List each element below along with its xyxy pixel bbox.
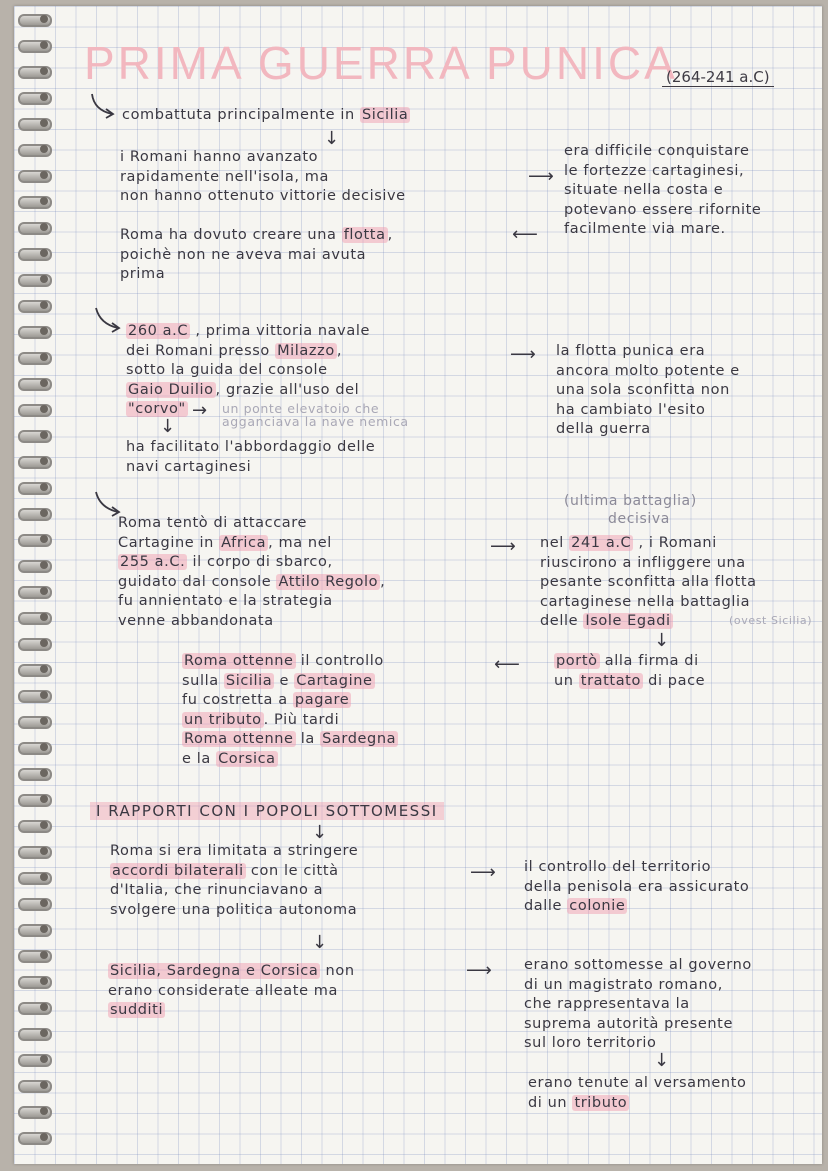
highlight: Sicilia	[361, 107, 409, 123]
binding-hole	[40, 587, 48, 595]
highlight: flotta	[343, 227, 386, 243]
highlight: Milazzo	[277, 342, 335, 359]
curved-arrow-icon	[84, 92, 124, 122]
binding-hole	[40, 847, 48, 855]
right-arrow-icon: ⟶	[510, 344, 536, 365]
highlight: tributo	[574, 1094, 628, 1111]
highlight: Cartagine	[296, 672, 373, 689]
binding-hole	[40, 743, 48, 751]
binding-hole	[40, 431, 48, 439]
highlight: Corsica	[218, 750, 276, 767]
binding-hole	[40, 1055, 48, 1063]
binding-hole	[40, 171, 48, 179]
binding-hole	[40, 119, 48, 127]
binding-hole	[40, 1003, 48, 1011]
binding-hole	[40, 665, 48, 673]
curved-arrow-icon	[90, 306, 130, 336]
highlight: Africa	[221, 534, 267, 551]
right-arrow-icon: →	[192, 400, 208, 421]
corvo-note: un ponte elevatoio che agganciava la nave nemica	[222, 401, 409, 429]
section-title: I RAPPORTI CON I POPOLI SOTTOMESSI	[90, 802, 444, 820]
binding-hole	[40, 535, 48, 543]
sec4-right1: il controllo del territorio della penisola era assicurato dalle colonie	[524, 859, 750, 914]
sec3-center: Roma ottenne il controllo sulla Sicilia e Cartagine fu costretta a pagare un tributo . Più tardi Roma ottenne la Sardegna e la Corsica	[182, 653, 397, 767]
binding-hole	[40, 925, 48, 933]
binding-hole	[40, 197, 48, 205]
highlight: Sardegna	[322, 731, 397, 747]
down-arrow-icon: ↓	[312, 822, 328, 843]
binding-hole	[40, 301, 48, 309]
highlight: Sicilia	[225, 672, 273, 689]
highlight: 255 a.C.	[120, 554, 186, 570]
highlight: pagare	[294, 692, 350, 708]
binding-hole	[40, 249, 48, 257]
left-arrow-icon: ⟵	[494, 654, 520, 675]
binding-hole	[40, 15, 48, 23]
highlight: 241 a.C	[571, 535, 632, 551]
spiral-binding	[14, 14, 54, 1164]
highlight: Sicilia, Sardegna e Corsica	[110, 963, 319, 979]
highlight: portò	[556, 653, 598, 669]
notebook-page	[14, 6, 822, 1164]
highlight: 260 a.C	[128, 323, 189, 339]
binding-hole	[40, 405, 48, 413]
binding-hole	[40, 795, 48, 803]
right-arrow-icon: ⟶	[490, 536, 516, 557]
highlight: Roma ottenne	[184, 731, 294, 747]
sec4-right2: erano sottomesse al governo di un magistrato romano, che rappresentava la suprema autorità presente sul loro territorio	[524, 957, 752, 1051]
highlight: Attilo Regolo	[278, 573, 379, 590]
binding-hole	[40, 275, 48, 283]
binding-hole	[40, 509, 48, 517]
sec1-left1: i Romani hanno avanzato rapidamente nell'isola, ma non hanno ottenuto vittorie decisive	[120, 149, 406, 204]
binding-hole	[40, 1107, 48, 1115]
highlight: sudditi	[110, 1002, 164, 1018]
sec2-right: la flotta punica era ancora molto potente e una sola sconfitta non ha cambiato l'esito della guerra	[556, 343, 740, 437]
last-battle-note: (ultima battaglia) decisiva	[564, 493, 697, 527]
highlight: accordi bilaterali	[112, 862, 244, 879]
binding-hole	[40, 1133, 48, 1141]
binding-hole	[40, 67, 48, 75]
sec4-left1: Roma si era limitata a stringere accordi bilaterali con le città d'Italia, che rinunciavano a svolgere una politica autonoma	[110, 843, 359, 918]
page-title: PRIMA GUERRA PUNICA	[84, 37, 678, 89]
binding-hole	[40, 327, 48, 335]
binding-hole	[40, 691, 48, 699]
down-arrow-icon: ↓	[312, 932, 328, 953]
left-arrow-icon: ⟵	[512, 224, 538, 245]
highlight: Gaio Duilio	[128, 381, 214, 398]
highlight: un tributo	[184, 711, 262, 728]
binding-hole	[40, 873, 48, 881]
right-arrow-icon: ⟶	[528, 166, 554, 187]
sec2-left: 260 a.C , prima vittoria navale dei Romani presso Milazzo , sotto la guida del console Gaio Duilio , grazie all'uso del "corvo"	[126, 323, 370, 417]
down-arrow-icon: ↓	[654, 630, 670, 651]
highlight: trattato	[580, 672, 641, 689]
binding-hole	[40, 353, 48, 361]
binding-hole	[40, 379, 48, 387]
binding-hole	[40, 41, 48, 49]
highlight: Isole Egadi	[585, 613, 671, 629]
highlight: "corvo"	[128, 401, 186, 417]
binding-hole	[40, 1081, 48, 1089]
sec1-left2: Roma ha dovuto creare una flotta , poichè non ne aveva mai avuta prima	[120, 227, 393, 282]
sec4-left2: Sicilia, Sardegna e Corsica non erano considerate alleate ma sudditi	[108, 963, 355, 1018]
binding-hole	[40, 977, 48, 985]
highlight: colonie	[569, 898, 626, 914]
binding-hole	[40, 483, 48, 491]
binding-hole	[40, 613, 48, 621]
down-arrow-icon: ↓	[160, 416, 176, 437]
binding-hole	[40, 1029, 48, 1037]
binding-hole	[40, 457, 48, 465]
highlight: Roma ottenne	[184, 653, 294, 669]
binding-hole	[40, 899, 48, 907]
sec2-left-after: ha facilitato l'abbordaggio delle navi cartaginesi	[126, 439, 376, 475]
right-arrow-icon: ⟶	[470, 862, 496, 883]
binding-hole	[40, 145, 48, 153]
down-arrow-icon: ↓	[324, 128, 340, 149]
sec3-right2: portò alla firma di un trattato di pace	[554, 653, 706, 689]
sec3-right: nel 241 a.C , i Romani riuscirono a infliggere una pesante sconfitta alla flotta cartaginese nella battaglia delle Isole Egadi	[540, 535, 757, 629]
binding-hole	[40, 717, 48, 725]
sec1-intro: combattuta principalmente in Sicilia	[122, 107, 409, 123]
binding-hole	[40, 769, 48, 777]
right-arrow-icon: ⟶	[466, 960, 492, 981]
sec3-left: Roma tentò di attaccare Cartagine in Africa , ma nel 255 a.C. il corpo di sbarco, guidato dal console Attilo Regolo , fu annientato e la strategia venne abbandonata	[118, 515, 386, 629]
down-arrow-icon: ↓	[654, 1050, 670, 1071]
binding-hole	[40, 951, 48, 959]
binding-hole	[40, 639, 48, 647]
binding-hole	[40, 821, 48, 829]
binding-hole	[40, 93, 48, 101]
egadi-note: (ovest Sicilia)	[729, 614, 813, 627]
sec1-right1: era difficile conquistare le fortezze cartaginesi, situate nella costa e potevano essere rifornite facilmente via mare.	[564, 143, 762, 237]
date-range: (264-241 a.C)	[662, 68, 774, 87]
sec4-right3: erano tenute al versamento di un tributo	[528, 1075, 747, 1111]
binding-hole	[40, 223, 48, 231]
binding-hole	[40, 561, 48, 569]
